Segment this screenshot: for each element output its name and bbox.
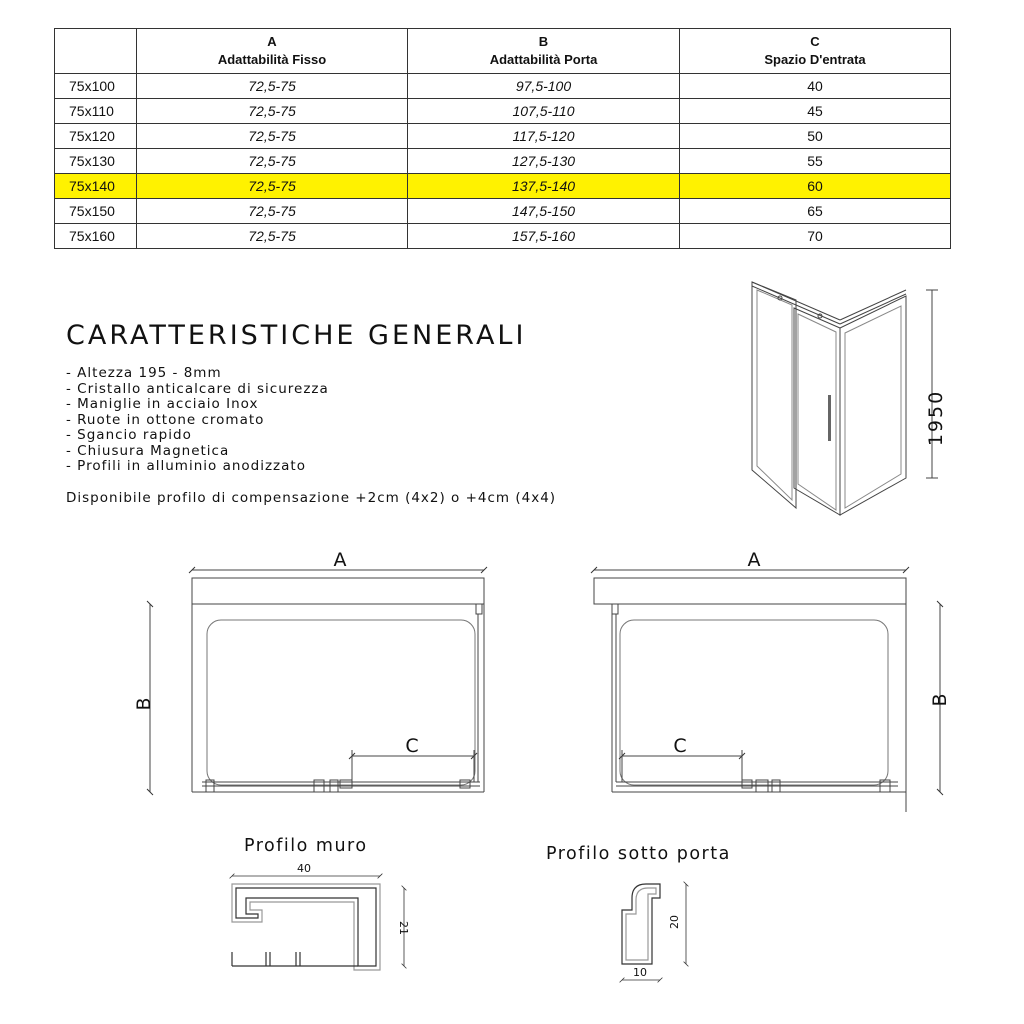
- cell-porta: 157,5-160: [408, 224, 680, 249]
- cell-porta: 107,5-110: [408, 99, 680, 124]
- cell-porta: 97,5-100: [408, 74, 680, 99]
- cell-fisso: 72,5-75: [137, 174, 408, 199]
- header-c: C Spazio D'entrata: [680, 29, 951, 74]
- door-profile-title: Profilo sotto porta: [546, 844, 731, 864]
- feature-item: - Ruote in ottone cromato: [66, 411, 265, 428]
- cell-fisso: 72,5-75: [137, 224, 408, 249]
- cell-porta: 137,5-140: [408, 174, 680, 199]
- feature-item: - Cristallo anticalcare di sicurezza: [66, 380, 329, 397]
- cell-entrata: 55: [680, 149, 951, 174]
- feature-item: - Maniglie in acciaio Inox: [66, 396, 259, 412]
- features-title: CARATTERISTICHE GENERALI: [66, 320, 527, 351]
- feature-item: - Profili in alluminio anodizzato: [66, 458, 306, 474]
- plan-left-entry-label: C: [405, 735, 419, 757]
- cell-entrata: 50: [680, 124, 951, 149]
- shower-perspective-drawing: [752, 282, 938, 515]
- cell-fisso: 72,5-75: [137, 124, 408, 149]
- cell-entrata: 40: [680, 74, 951, 99]
- plan-right-depth-label: B: [929, 693, 951, 707]
- feature-item: - Altezza 195 - 8mm: [66, 365, 222, 381]
- plan-right-entry-label: C: [673, 735, 687, 757]
- wall-profile-title: Profilo muro: [244, 836, 368, 856]
- door-profile-height-label: 20: [668, 915, 681, 929]
- cell-size: 75x100: [55, 74, 137, 99]
- wall-profile-height-label: 21: [397, 921, 410, 935]
- height-label: 1950: [925, 389, 947, 447]
- cell-fisso: 72,5-75: [137, 199, 408, 224]
- cell-fisso: 72,5-75: [137, 149, 408, 174]
- cell-fisso: 72,5-75: [137, 74, 408, 99]
- cell-porta: 147,5-150: [408, 199, 680, 224]
- plan-left-width-label: A: [333, 549, 347, 571]
- plan-view-left: [150, 570, 484, 792]
- cell-entrata: 45: [680, 99, 951, 124]
- plan-left-depth-label: B: [133, 697, 155, 711]
- plan-right-width-label: A: [747, 549, 761, 571]
- feature-item: - Chiusura Magnetica: [66, 442, 230, 459]
- cell-entrata: 60: [680, 174, 951, 199]
- cell-fisso: 72,5-75: [137, 99, 408, 124]
- cell-size: 75x150: [55, 199, 137, 224]
- cell-size: 75x120: [55, 124, 137, 149]
- cell-size: 75x110: [55, 99, 137, 124]
- availability-note: Disponibile profilo di compensazione +2cm (4x2) o +4cm (4x4): [66, 490, 557, 506]
- wall-profile-width-label: 40: [297, 862, 311, 875]
- door-profile-width-label: 10: [633, 966, 647, 979]
- wall-profile-drawing: [232, 876, 404, 970]
- header-b: B Adattabilità Porta: [408, 29, 680, 74]
- plan-view-right: [594, 570, 940, 812]
- cell-size: 75x130: [55, 149, 137, 174]
- cell-entrata: 70: [680, 224, 951, 249]
- door-profile-drawing: [622, 884, 686, 980]
- cell-size: 75x160: [55, 224, 137, 249]
- header-a: A Adattabilità Fisso: [137, 29, 408, 74]
- cell-size: 75x140: [55, 174, 137, 199]
- feature-item: - Sgancio rapido: [66, 427, 192, 443]
- cell-entrata: 65: [680, 199, 951, 224]
- cell-porta: 117,5-120: [408, 124, 680, 149]
- cell-porta: 127,5-130: [408, 149, 680, 174]
